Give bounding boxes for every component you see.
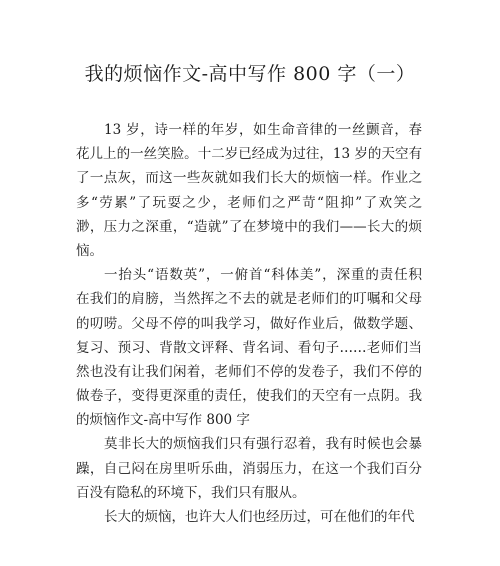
paragraph-2 <box>76 263 422 432</box>
document-title: 我的烦恼作文-高中写作 800 字（一） <box>84 63 416 85</box>
paragraph-1 <box>76 118 422 263</box>
paragraph-line: 百没有隐私的环境下，我们只有服从。 <box>76 484 306 501</box>
paragraph-line: 复习、预习、背散文评释、背名词、看句子……老师们当 <box>76 339 422 356</box>
paragraph-line: 一抬头“语数英”，一俯首“科体美”，深重的责任积 <box>104 267 422 284</box>
paragraph-line: 的烦恼作文-高中写作 800 字 <box>76 412 250 429</box>
paragraph-line: 在我们的肩膀，当然挥之不去的就是老师们的叮嘱和父母 <box>76 291 422 308</box>
paragraph-line: 做卷子，变得更深重的责任，使我们的天空有一点阴。我 <box>76 388 422 405</box>
paragraph-line: 多“劳累”了玩耍之少，老师们之严苛“阻抑”了欢笑之 <box>76 194 422 211</box>
document-body <box>76 118 422 529</box>
paragraph-line: 了一点灰，而这一些灰就如我们长大的烦恼一样。作业之 <box>76 170 422 187</box>
paragraph-line: 13 岁，诗一样的年岁，如生命音律的一丝颤音，春 <box>104 122 422 138</box>
paragraph-line: 然也没有让我们闲着，老师们不停的发卷子，我们不停的 <box>76 363 422 380</box>
paragraph-line: 躁，自己闷在房里听乐曲，消弱压力，在这一个我们百分 <box>76 460 422 477</box>
paragraph-line: 恼。 <box>76 242 103 259</box>
paragraph-line: 莫非长大的烦恼我们只有强行忍着，我有时候也会暴 <box>104 436 422 453</box>
paragraph-4 <box>76 505 422 529</box>
paragraph-line: 渺，压力之深重，“造就”了在梦境中的我们——长大的烦 <box>76 218 422 235</box>
paragraph-3 <box>76 432 422 505</box>
paragraph-line: 长大的烦恼，也许大人们也经历过，可在他们的年代 <box>104 509 415 525</box>
paragraph-line: 花儿上的一丝笑脸。十二岁已经成为过往，13 岁的天空有 <box>76 146 422 163</box>
paragraph-line: 的叨唠。父母不停的叫我学习，做好作业后，做数学题、 <box>76 315 422 332</box>
